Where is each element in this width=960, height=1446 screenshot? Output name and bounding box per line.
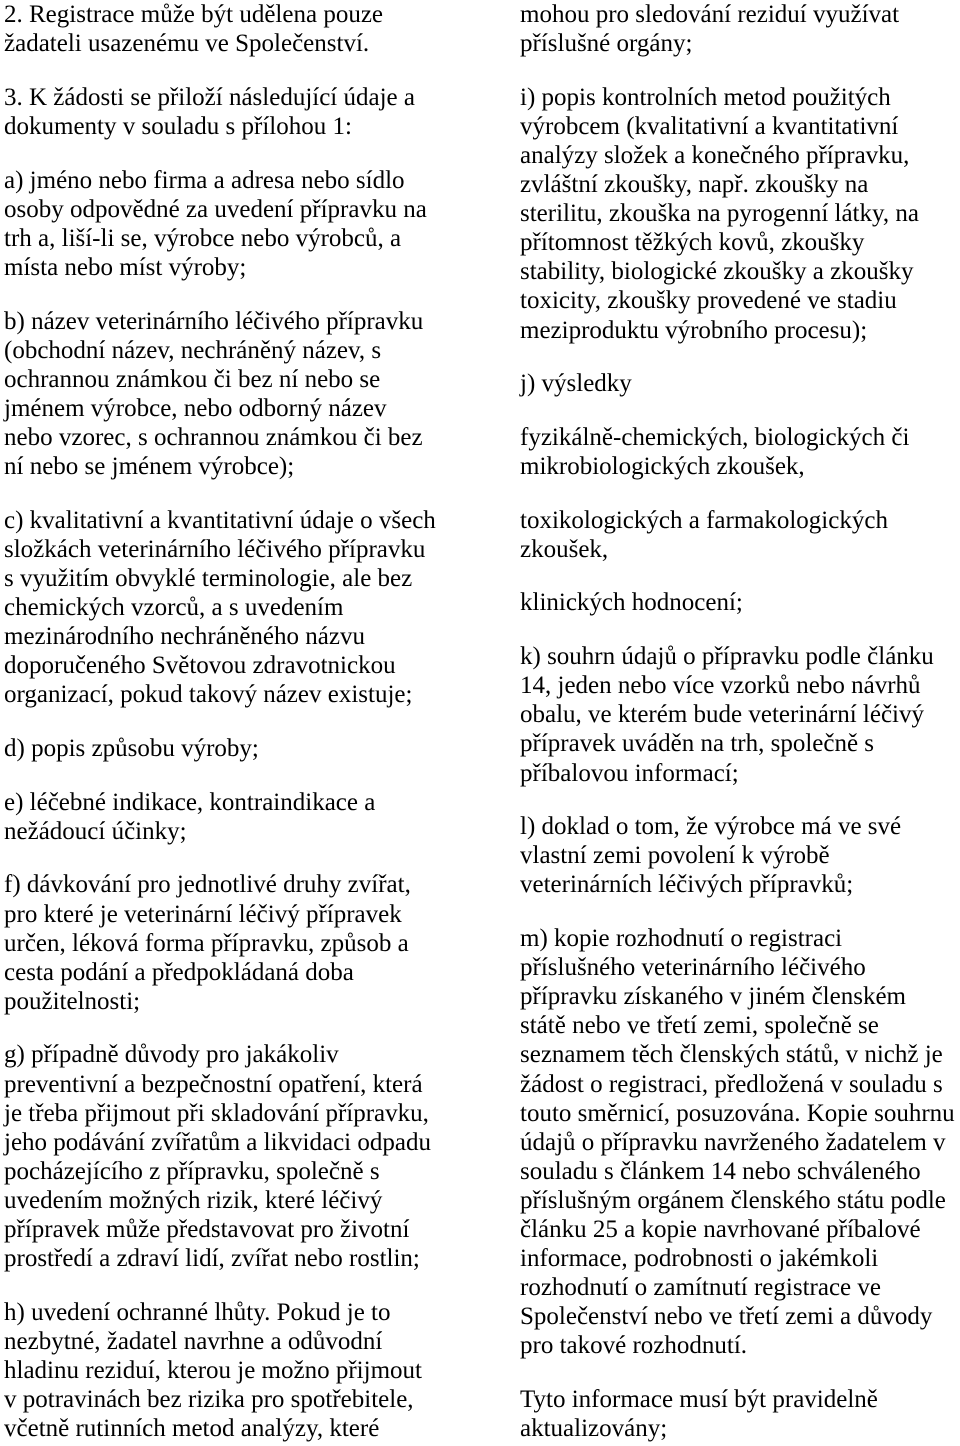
text-line: složkách veterinárního léčivého přípravku (4, 535, 426, 563)
text-line: k) souhrn údajů o přípravku podle článku (520, 643, 934, 671)
text-line: m) kopie rozhodnutí o registraci (520, 925, 843, 953)
paragraph (4, 734, 480, 763)
text-line: včetně rutinních metod analýzy, které (4, 1415, 380, 1443)
text-line: rozhodnutí o zamítnutí registrace ve (520, 1274, 881, 1302)
text-line: e) léčebné indikace, kontraindikace a (4, 788, 376, 816)
text-line: seznamem těch členských států, v nichž je (520, 1041, 943, 1069)
text-line: pro které je veterinární léčivý přípravek (4, 900, 402, 928)
text-line: 2. Registrace může být udělena pouze (4, 1, 384, 28)
paragraph (4, 788, 480, 846)
text-line: určen, léková forma přípravku, způsob a (4, 929, 409, 957)
text-line: touto směrnicí, posuzována. Kopie souhrnu (520, 1099, 955, 1127)
text-line: přípravek může představovat pro životní (4, 1216, 410, 1244)
text-line: ochrannou známkou či bez ní nebo se (4, 365, 381, 393)
paragraph (520, 642, 960, 787)
text-line: 14, jeden nebo více vzorků nebo návrhů (520, 672, 921, 700)
text-line: b) název veterinárního léčivého přípravku (4, 307, 424, 335)
paragraph (4, 307, 480, 482)
text-line: žadateli usazenému ve Společenství. (4, 30, 370, 58)
text-line: j) výsledky (520, 370, 632, 398)
text-line: v potravinách bez rizika pro spotřebitele, (4, 1386, 414, 1414)
paragraph (4, 870, 480, 1015)
text-line: pro takové rozhodnutí. (520, 1332, 748, 1360)
text-line: analýzy složek a konečného přípravku, (520, 141, 910, 169)
text-line: souladu s článkem 14 nebo schváleného (520, 1157, 921, 1185)
text-line: jménem výrobce, nebo odborný název (4, 394, 387, 422)
paragraph (4, 1040, 480, 1273)
paragraph (4, 83, 480, 141)
text-line: (obchodní název, nechráněný název, s (4, 336, 382, 364)
text-line: přípravku získaného v jiném členském (520, 983, 906, 1011)
text-line: jeho podávání zvířatům a likvidaci odpadu (4, 1128, 431, 1156)
paragraph (520, 812, 960, 899)
text-line: i) popis kontrolních metod použitých (520, 83, 891, 111)
text-line: nežádoucí účinky; (4, 817, 187, 845)
paragraph (4, 1298, 480, 1443)
text-line: f) dávkování pro jednotlivé druhy zvířat, (4, 871, 411, 899)
paragraph (520, 924, 960, 1360)
text-line: Tyto informace musí být pravidelně (520, 1386, 878, 1414)
text-line: příslušným orgánem členského státu podle (520, 1186, 946, 1214)
paragraph (520, 83, 960, 345)
text-line: preventivní a bezpečnostní opatření, která (4, 1070, 423, 1098)
text-line: obalu, ve kterém bude veterinární léčivý (520, 701, 925, 729)
paragraph (4, 166, 480, 282)
text-line: místa nebo míst výroby; (4, 253, 247, 281)
text-line: a) jméno nebo firma a adresa nebo sídlo (4, 166, 405, 194)
text-line: Společenství nebo ve třetí zemi a důvody (520, 1303, 933, 1331)
text-line: žádost o registraci, předložená v souladu s (520, 1070, 943, 1098)
text-line: toxicity, zkoušky provedené ve stadiu (520, 287, 897, 315)
text-line: vlastní zemi povolení k výrobě (520, 842, 830, 870)
text-line: g) případně důvody pro jakákoliv (4, 1041, 339, 1069)
text-line: doporučeného Světovou zdravotnickou (4, 652, 396, 680)
text-line: ní nebo se jménem výrobce); (4, 453, 295, 480)
paragraph (520, 369, 960, 398)
text-line: zvláštní zkoušky, např. zkoušky na (520, 171, 869, 199)
text-line: chemických vzorců, a s uvedením (4, 593, 344, 621)
paragraph (520, 0, 960, 58)
text-line: cesta podání a předpokládaná doba (4, 958, 354, 986)
text-line: s využitím obvyklé terminologie, ale bez (4, 564, 413, 592)
paragraph (4, 506, 480, 710)
text-line: d) popis způsobu výroby; (4, 734, 259, 762)
text-line: pocházejícího z přípravku, společně s (4, 1157, 380, 1185)
text-line: nezbytné, žadatel navrhne a odůvodní (4, 1327, 383, 1355)
text-line: prostředí a zdraví lidí, zvířat nebo rostlin; (4, 1245, 420, 1273)
text-line: je třeba přijmout při skladování přípravku, (4, 1099, 429, 1127)
paragraph (520, 588, 960, 617)
text-line: mohou pro sledování reziduí využívat (520, 1, 900, 28)
text-line: h) uvedení ochranné lhůty. Pokud je to (4, 1298, 391, 1326)
text-line: informace, podrobnosti o jakémkoli (520, 1245, 879, 1273)
text-line: přítomnost těžkých kovů, zkoušky (520, 229, 865, 257)
text-line: klinických hodnocení; (520, 589, 743, 617)
text-line: uvedením možných rizik, které léčivý (4, 1186, 383, 1214)
text-line: stability, biologické zkoušky a zkoušky (520, 258, 914, 286)
text-line: hladinu reziduí, kterou je možno přijmout (4, 1357, 422, 1384)
text-line: organizací, pokud takový název existuje; (4, 681, 413, 709)
left-column (4, 0, 480, 1443)
paragraph (520, 506, 960, 564)
text-line: článku 25 a kopie navrhované příbalové (520, 1216, 921, 1244)
text-line: l) doklad o tom, že výrobce má ve své (520, 813, 902, 841)
text-line: příslušné orgány; (520, 30, 693, 58)
paragraph (520, 423, 960, 481)
text-line: osoby odpovědné za uvedení přípravku na (4, 195, 427, 223)
text-line: státě nebo ve třetí zemi, společně se (520, 1012, 879, 1040)
paragraph (4, 0, 480, 58)
paragraph (520, 1385, 960, 1443)
text-line: přípravek uváděn na trh, společně s (520, 730, 875, 758)
right-column (520, 0, 960, 1443)
text-line: mikrobiologických zkoušek, (520, 453, 805, 480)
text-line: výrobcem (kvalitativní a kvantitativní (520, 112, 899, 140)
text-line: zkoušek, (520, 535, 609, 563)
text-line: mezinárodního nechráněného názvu (4, 623, 365, 651)
text-line: sterilitu, zkouška na pyrogenní látky, na (520, 200, 919, 228)
text-line: dokumenty v souladu s přílohou 1: (4, 112, 352, 140)
text-line: příbalovou informací; (520, 759, 739, 787)
text-line: veterinárních léčivých přípravků; (520, 871, 854, 899)
text-line: použitelnosti; (4, 987, 141, 1015)
text-line: aktualizovány; (520, 1415, 668, 1443)
text-line: toxikologických a farmakologických (520, 506, 888, 534)
text-line: příslušného veterinárního léčivého (520, 954, 866, 982)
text-line: údajů o přípravku navrženého žadatelem v (520, 1128, 946, 1156)
text-line: nebo vzorec, s ochrannou známkou či bez (4, 423, 423, 451)
text-line: c) kvalitativní a kvantitativní údaje o všech (4, 506, 436, 534)
text-line: trh a, liší-li se, výrobce nebo výrobců, a (4, 224, 402, 252)
text-line: meziproduktu výrobního procesu); (520, 316, 868, 344)
text-line: 3. K žádosti se přiloží následující údaje a (4, 83, 415, 111)
text-line: fyzikálně-chemických, biologických či (520, 423, 910, 451)
